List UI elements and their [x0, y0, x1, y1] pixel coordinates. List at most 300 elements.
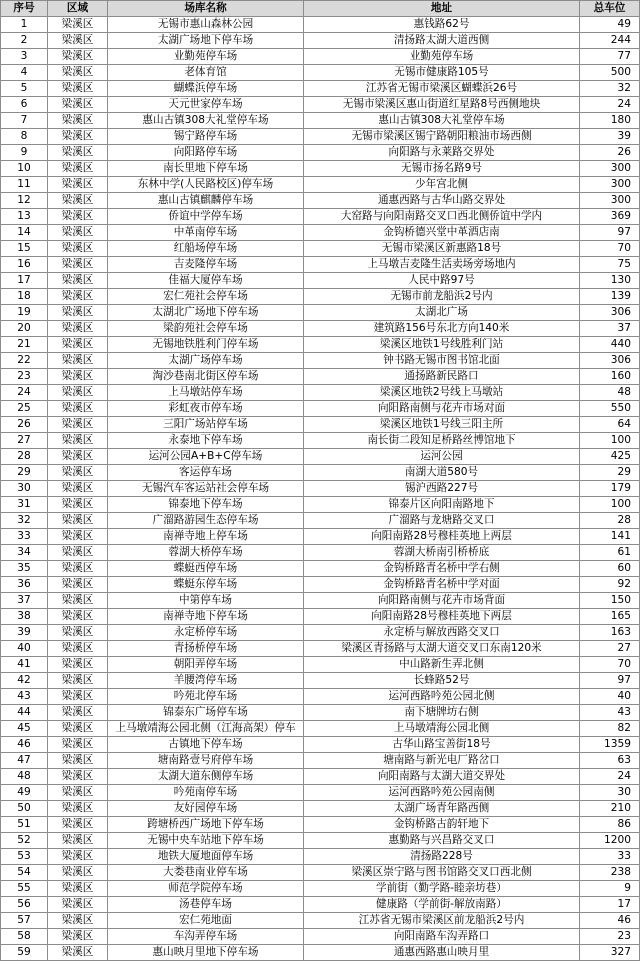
cell-name: 运河公园A+B+C停车场: [108, 449, 304, 465]
header-spaces: 总车位: [580, 1, 640, 17]
cell-name: 南禅寺地上停车场: [108, 529, 304, 545]
cell-index: 16: [1, 257, 48, 273]
table-row: [1, 609, 640, 625]
cell-name: 车沟弄停车场: [108, 929, 304, 945]
cell-address: 少年宫北侧: [304, 177, 580, 193]
cell-address: 惠山古镇308大礼堂停车场: [304, 113, 580, 129]
cell-address: 向阳路与永莱路交界处: [304, 145, 580, 161]
cell-spaces: 327: [580, 945, 640, 961]
cell-address: 无锡市健康路105号: [304, 65, 580, 81]
cell-name: 永泰地下停车场: [108, 433, 304, 449]
cell-index: 51: [1, 817, 48, 833]
cell-address: 梁溪区地铁1号线三阳主所: [304, 417, 580, 433]
cell-index: 35: [1, 561, 48, 577]
table-row: [1, 49, 640, 65]
table-row: [1, 385, 640, 401]
cell-name: 师范学院停车场: [108, 881, 304, 897]
cell-district: 梁溪区: [48, 881, 108, 897]
cell-district: 梁溪区: [48, 497, 108, 513]
cell-address: 清扬路太湖大道西侧: [304, 33, 580, 49]
table-row: [1, 465, 640, 481]
cell-address: 梁溪区地铁2号线上马墩站: [304, 385, 580, 401]
table-row: [1, 785, 640, 801]
cell-name: 跨塘桥西广场地下停车场: [108, 817, 304, 833]
cell-index: 45: [1, 721, 48, 737]
cell-name: 天元世家停车场: [108, 97, 304, 113]
cell-spaces: 100: [580, 497, 640, 513]
cell-name: 蝶蜓东停车场: [108, 577, 304, 593]
cell-district: 梁溪区: [48, 353, 108, 369]
cell-index: 23: [1, 369, 48, 385]
cell-index: 28: [1, 449, 48, 465]
header-row: [1, 1, 640, 17]
table-row: [1, 33, 640, 49]
cell-spaces: 60: [580, 561, 640, 577]
cell-spaces: 97: [580, 225, 640, 241]
table-row: [1, 849, 640, 865]
cell-spaces: 92: [580, 577, 640, 593]
cell-index: 46: [1, 737, 48, 753]
cell-name: 太湖广场停车场: [108, 353, 304, 369]
cell-address: 金钩桥路青名桥中学右侧: [304, 561, 580, 577]
cell-spaces: 24: [580, 769, 640, 785]
cell-name: 惠山古镇308大礼堂停车场: [108, 113, 304, 129]
cell-name: 南禅寺地下停车场: [108, 609, 304, 625]
cell-name: 上马墩靖海公园北侧（江海高架）停车: [108, 721, 304, 737]
cell-name: 南长里地下停车场: [108, 161, 304, 177]
cell-spaces: 425: [580, 449, 640, 465]
cell-district: 梁溪区: [48, 945, 108, 961]
cell-address: 上马墩吉麦隆生活卖场旁场地内: [304, 257, 580, 273]
cell-index: 3: [1, 49, 48, 65]
cell-address: 蓉湖大桥南引桥桥底: [304, 545, 580, 561]
cell-index: 18: [1, 289, 48, 305]
cell-address: 人民中路97号: [304, 273, 580, 289]
cell-district: 梁溪区: [48, 305, 108, 321]
cell-district: 梁溪区: [48, 897, 108, 913]
cell-district: 梁溪区: [48, 913, 108, 929]
cell-address: 无锡市前龙船浜2号内: [304, 289, 580, 305]
cell-name: 永定桥停车场: [108, 625, 304, 641]
cell-address: 太湖广场青年路西侧: [304, 801, 580, 817]
table-row: [1, 81, 640, 97]
cell-name: 羊腰湾停车场: [108, 673, 304, 689]
cell-spaces: 49: [580, 17, 640, 33]
cell-address: 通扬路新民路口: [304, 369, 580, 385]
cell-district: 梁溪区: [48, 97, 108, 113]
cell-spaces: 160: [580, 369, 640, 385]
cell-address: 梁溪区地铁1号线胜利门站: [304, 337, 580, 353]
cell-spaces: 33: [580, 849, 640, 865]
cell-name: 东林中学(人民路校区)停车场: [108, 177, 304, 193]
cell-spaces: 9: [580, 881, 640, 897]
cell-name: 惠山古镇麒麟停车场: [108, 193, 304, 209]
cell-index: 43: [1, 689, 48, 705]
cell-district: 梁溪区: [48, 609, 108, 625]
table-row: [1, 801, 640, 817]
cell-district: 梁溪区: [48, 625, 108, 641]
cell-name: 无锡中央车站地下停车场: [108, 833, 304, 849]
table-row: [1, 641, 640, 657]
cell-name: 吟苑北停车场: [108, 689, 304, 705]
cell-name: 侨谊中学停车场: [108, 209, 304, 225]
cell-address: 长蜂路52号: [304, 673, 580, 689]
cell-district: 梁溪区: [48, 545, 108, 561]
cell-spaces: 1359: [580, 737, 640, 753]
cell-index: 10: [1, 161, 48, 177]
cell-index: 54: [1, 865, 48, 881]
cell-district: 梁溪区: [48, 785, 108, 801]
cell-index: 24: [1, 385, 48, 401]
cell-index: 25: [1, 401, 48, 417]
cell-address: 金钩桥路青名桥中学对面: [304, 577, 580, 593]
cell-spaces: 17: [580, 897, 640, 913]
header-name: 场库名称: [108, 1, 304, 17]
cell-address: 无锡市梁溪区惠山街道红星路8号西侧地块: [304, 97, 580, 113]
cell-name: 广溜路游园生态停车场: [108, 513, 304, 529]
cell-name: 蝴蝶浜停车场: [108, 81, 304, 97]
cell-index: 50: [1, 801, 48, 817]
cell-index: 5: [1, 81, 48, 97]
cell-index: 21: [1, 337, 48, 353]
cell-name: 蓉湖大桥停车场: [108, 545, 304, 561]
cell-name: 老体育馆: [108, 65, 304, 81]
cell-address: 南长街二段知足桥路丝博馆地下: [304, 433, 580, 449]
cell-district: 梁溪区: [48, 177, 108, 193]
cell-index: 49: [1, 785, 48, 801]
table-row: [1, 113, 640, 129]
cell-spaces: 30: [580, 785, 640, 801]
cell-spaces: 48: [580, 385, 640, 401]
cell-index: 20: [1, 321, 48, 337]
cell-name: 太湖北广场地下停车场: [108, 305, 304, 321]
cell-address: 建筑路156号东北方向140米: [304, 321, 580, 337]
table-row: [1, 769, 640, 785]
cell-district: 梁溪区: [48, 273, 108, 289]
table-row: [1, 897, 640, 913]
cell-index: 33: [1, 529, 48, 545]
cell-district: 梁溪区: [48, 337, 108, 353]
cell-spaces: 37: [580, 321, 640, 337]
cell-index: 58: [1, 929, 48, 945]
cell-spaces: 130: [580, 273, 640, 289]
cell-name: 吟苑南停车场: [108, 785, 304, 801]
cell-district: 梁溪区: [48, 385, 108, 401]
header-index: 序号: [1, 1, 48, 17]
cell-address: 向阳南路车沟弄路口: [304, 929, 580, 945]
cell-spaces: 70: [580, 657, 640, 673]
cell-spaces: 141: [580, 529, 640, 545]
cell-district: 梁溪区: [48, 561, 108, 577]
cell-district: 梁溪区: [48, 145, 108, 161]
cell-district: 梁溪区: [48, 241, 108, 257]
cell-spaces: 180: [580, 113, 640, 129]
cell-address: 上马墩靖海公园北侧: [304, 721, 580, 737]
cell-district: 梁溪区: [48, 49, 108, 65]
cell-district: 梁溪区: [48, 449, 108, 465]
cell-name: 三阳广场站停车场: [108, 417, 304, 433]
table-row: [1, 433, 640, 449]
cell-name: 淘沙巷南北街区停车场: [108, 369, 304, 385]
cell-name: 惠山映月里地下停车场: [108, 945, 304, 961]
cell-index: 56: [1, 897, 48, 913]
cell-index: 8: [1, 129, 48, 145]
cell-index: 44: [1, 705, 48, 721]
cell-spaces: 24: [580, 97, 640, 113]
cell-spaces: 163: [580, 625, 640, 641]
table-row: [1, 833, 640, 849]
cell-address: 锦泰片区向阳南路地下: [304, 497, 580, 513]
table-row: [1, 289, 640, 305]
cell-spaces: 244: [580, 33, 640, 49]
cell-district: 梁溪区: [48, 113, 108, 129]
table-row: [1, 545, 640, 561]
cell-spaces: 300: [580, 161, 640, 177]
cell-name: 中第停车场: [108, 593, 304, 609]
cell-index: 53: [1, 849, 48, 865]
cell-name: 上马墩站停车场: [108, 385, 304, 401]
table-row: [1, 337, 640, 353]
cell-address: 向阳南路与太湖大道交界处: [304, 769, 580, 785]
cell-spaces: 369: [580, 209, 640, 225]
cell-name: 向阳路停车场: [108, 145, 304, 161]
cell-address: 梁溪区崇宁路与图书馆路交叉口西北侧: [304, 865, 580, 881]
cell-index: 13: [1, 209, 48, 225]
cell-address: 太湖北广场: [304, 305, 580, 321]
cell-address: 南下塘牌坊右侧: [304, 705, 580, 721]
cell-name: 吉麦隆停车场: [108, 257, 304, 273]
cell-index: 31: [1, 497, 48, 513]
cell-address: 健康路（学前街-解放南路）: [304, 897, 580, 913]
cell-district: 梁溪区: [48, 369, 108, 385]
table-row: [1, 657, 640, 673]
table-row: [1, 145, 640, 161]
cell-address: 古华山路宝善街18号: [304, 737, 580, 753]
cell-name: 彩虹夜市停车场: [108, 401, 304, 417]
cell-address: 江苏省无锡市梁溪区蝴蝶浜26号: [304, 81, 580, 97]
cell-district: 梁溪区: [48, 705, 108, 721]
table-row: [1, 737, 640, 753]
cell-address: 江苏省无锡市梁溪区前龙船浜2号内: [304, 913, 580, 929]
cell-name: 青扬桥停车场: [108, 641, 304, 657]
cell-spaces: 39: [580, 129, 640, 145]
cell-address: 向阳路南侧与花卉市场背面: [304, 593, 580, 609]
cell-district: 梁溪区: [48, 817, 108, 833]
cell-index: 4: [1, 65, 48, 81]
cell-address: 惠勤路与兴昌路交叉口: [304, 833, 580, 849]
cell-index: 30: [1, 481, 48, 497]
cell-index: 22: [1, 353, 48, 369]
cell-address: 通惠西路与古华山路交界处: [304, 193, 580, 209]
cell-district: 梁溪区: [48, 193, 108, 209]
table-row: [1, 17, 640, 33]
cell-district: 梁溪区: [48, 161, 108, 177]
cell-spaces: 75: [580, 257, 640, 273]
table-row: [1, 241, 640, 257]
cell-index: 40: [1, 641, 48, 657]
cell-spaces: 32: [580, 81, 640, 97]
cell-address: 通惠西路惠山映月里: [304, 945, 580, 961]
cell-spaces: 28: [580, 513, 640, 529]
cell-index: 48: [1, 769, 48, 785]
cell-address: 无锡市梁溪区新惠路18号: [304, 241, 580, 257]
cell-district: 梁溪区: [48, 401, 108, 417]
table-row: [1, 865, 640, 881]
cell-spaces: 61: [580, 545, 640, 561]
cell-index: 14: [1, 225, 48, 241]
cell-name: 无锡市惠山森林公园: [108, 17, 304, 33]
table-row: [1, 257, 640, 273]
table-row: [1, 945, 640, 961]
cell-name: 无锡汽车客运站社会停车场: [108, 481, 304, 497]
cell-spaces: 210: [580, 801, 640, 817]
cell-name: 客运停车场: [108, 465, 304, 481]
cell-address: 广溜路与龙塘路交叉口: [304, 513, 580, 529]
cell-spaces: 70: [580, 241, 640, 257]
cell-district: 梁溪区: [48, 289, 108, 305]
header-address: 地址: [304, 1, 580, 17]
table-row: [1, 193, 640, 209]
cell-spaces: 46: [580, 913, 640, 929]
table-row: [1, 97, 640, 113]
cell-district: 梁溪区: [48, 801, 108, 817]
header-district: 区域: [48, 1, 108, 17]
cell-index: 27: [1, 433, 48, 449]
cell-address: 中山路新生弄北侧: [304, 657, 580, 673]
table-row: [1, 161, 640, 177]
cell-name: 汤巷停车场: [108, 897, 304, 913]
cell-name: 太湖大道东侧停车场: [108, 769, 304, 785]
cell-district: 梁溪区: [48, 33, 108, 49]
cell-district: 梁溪区: [48, 577, 108, 593]
cell-spaces: 550: [580, 401, 640, 417]
cell-address: 大窑路与向阳南路交叉口西北侧侨谊中学内: [304, 209, 580, 225]
cell-spaces: 23: [580, 929, 640, 945]
cell-spaces: 77: [580, 49, 640, 65]
cell-spaces: 27: [580, 641, 640, 657]
cell-district: 梁溪区: [48, 753, 108, 769]
table-row: [1, 625, 640, 641]
cell-spaces: 63: [580, 753, 640, 769]
cell-spaces: 97: [580, 673, 640, 689]
table-row: [1, 913, 640, 929]
cell-district: 梁溪区: [48, 417, 108, 433]
cell-spaces: 300: [580, 193, 640, 209]
cell-district: 梁溪区: [48, 929, 108, 945]
cell-district: 梁溪区: [48, 17, 108, 33]
table-row: [1, 225, 640, 241]
cell-index: 15: [1, 241, 48, 257]
cell-name: 友好园停车场: [108, 801, 304, 817]
table-row: [1, 577, 640, 593]
table-row: [1, 881, 640, 897]
cell-name: 佳福大厦停车场: [108, 273, 304, 289]
cell-address: 向阳南路28号穆桂英地上两层: [304, 529, 580, 545]
table-row: [1, 753, 640, 769]
cell-index: 6: [1, 97, 48, 113]
cell-district: 梁溪区: [48, 81, 108, 97]
table-row: [1, 689, 640, 705]
cell-district: 梁溪区: [48, 849, 108, 865]
cell-district: 梁溪区: [48, 465, 108, 481]
table-row: [1, 593, 640, 609]
cell-index: 7: [1, 113, 48, 129]
table-row: [1, 705, 640, 721]
cell-name: 塘南路壹号府停车场: [108, 753, 304, 769]
table-row: [1, 721, 640, 737]
cell-index: 37: [1, 593, 48, 609]
cell-name: 业勤苑停车场: [108, 49, 304, 65]
cell-address: 钟书路无锡市图书馆北面: [304, 353, 580, 369]
cell-district: 梁溪区: [48, 593, 108, 609]
cell-index: 42: [1, 673, 48, 689]
table-row: [1, 401, 640, 417]
table-row: [1, 481, 640, 497]
cell-name: 锡宁路停车场: [108, 129, 304, 145]
cell-index: 47: [1, 753, 48, 769]
cell-district: 梁溪区: [48, 129, 108, 145]
cell-index: 11: [1, 177, 48, 193]
cell-name: 梁韵苑社会停车场: [108, 321, 304, 337]
cell-address: 金钩桥德兴堂中革酒店南: [304, 225, 580, 241]
cell-spaces: 43: [580, 705, 640, 721]
cell-spaces: 139: [580, 289, 640, 305]
cell-district: 梁溪区: [48, 513, 108, 529]
cell-spaces: 306: [580, 305, 640, 321]
cell-district: 梁溪区: [48, 481, 108, 497]
cell-name: 锦泰地下停车场: [108, 497, 304, 513]
table-row: [1, 305, 640, 321]
cell-index: 2: [1, 33, 48, 49]
cell-address: 塘南路与新光电厂路岔口: [304, 753, 580, 769]
table-row: [1, 321, 640, 337]
cell-spaces: 82: [580, 721, 640, 737]
cell-index: 32: [1, 513, 48, 529]
cell-district: 梁溪区: [48, 865, 108, 881]
cell-spaces: 179: [580, 481, 640, 497]
cell-index: 9: [1, 145, 48, 161]
table-row: [1, 449, 640, 465]
cell-address: 业勤苑停车场: [304, 49, 580, 65]
cell-district: 梁溪区: [48, 769, 108, 785]
cell-spaces: 238: [580, 865, 640, 881]
cell-spaces: 500: [580, 65, 640, 81]
cell-index: 59: [1, 945, 48, 961]
table-row: [1, 529, 640, 545]
cell-address: 惠钱路62号: [304, 17, 580, 33]
table-row: [1, 177, 640, 193]
cell-index: 52: [1, 833, 48, 849]
cell-index: 57: [1, 913, 48, 929]
cell-district: 梁溪区: [48, 657, 108, 673]
cell-district: 梁溪区: [48, 689, 108, 705]
table-row: [1, 497, 640, 513]
cell-name: 宏仁苑地面: [108, 913, 304, 929]
table-body: [1, 17, 640, 961]
cell-district: 梁溪区: [48, 65, 108, 81]
cell-district: 梁溪区: [48, 737, 108, 753]
table-row: [1, 129, 640, 145]
cell-spaces: 86: [580, 817, 640, 833]
cell-district: 梁溪区: [48, 321, 108, 337]
cell-index: 29: [1, 465, 48, 481]
cell-index: 17: [1, 273, 48, 289]
cell-district: 梁溪区: [48, 721, 108, 737]
cell-address: 锡沪西路227号: [304, 481, 580, 497]
cell-district: 梁溪区: [48, 209, 108, 225]
cell-index: 38: [1, 609, 48, 625]
cell-index: 26: [1, 417, 48, 433]
